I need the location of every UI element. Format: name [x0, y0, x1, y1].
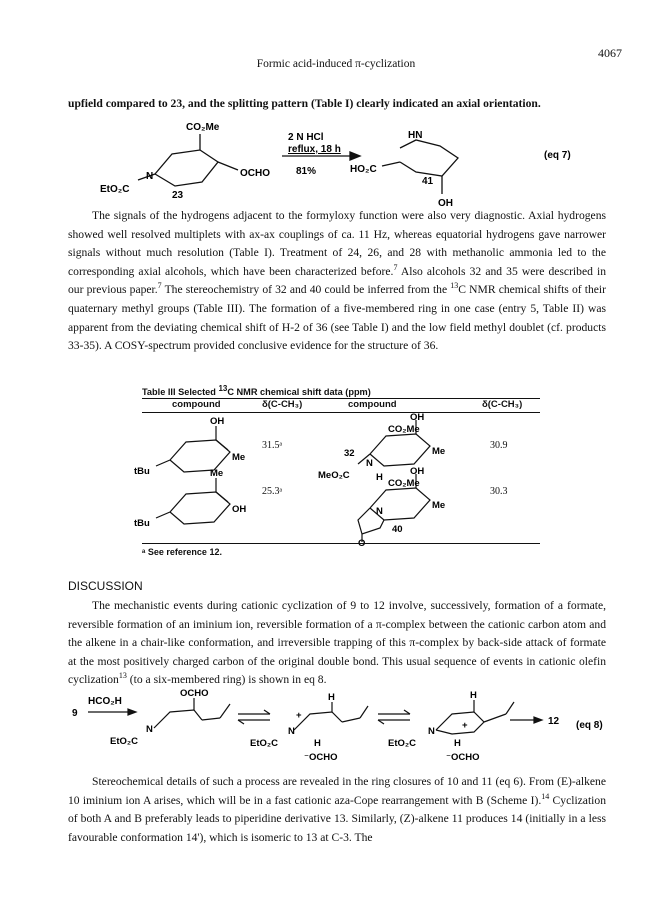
- table-3-value-r2-right: 30.3: [490, 486, 508, 497]
- eq8-formate-1: ⁻OCHO: [304, 752, 338, 763]
- table-3-bottom-rule: [142, 543, 540, 544]
- t3-me-2: Me: [210, 468, 224, 479]
- paragraph-3: Stereochemical details of such a process are revealed in the ring closures of 10 and 11 (eq 6). From (E)-alkene 10 iminium ion A arises, which will be in a fast cationic aza-Cope rearrangement with B (Scheme I).$^{14}$ Cyclization of both A and B preferably leads to piperidine derivative 13. Similarly, (Z)-alkene 11 produces 14 (initially in a less favourable conformation 14'), which is isomeric to 13 at C-3. The: [68, 775, 606, 844]
- eq8-reagent: HCO₂H: [88, 696, 122, 707]
- table-3-title: Table III Selected $^{13}$C NMR chemical shift data (ppm): [142, 383, 371, 397]
- t3-n-2: N: [376, 506, 383, 517]
- table-3-header-compound-1: compound: [172, 399, 221, 410]
- t3-tbu-1: tBu: [134, 466, 150, 477]
- eq8-n-1: N: [146, 724, 153, 735]
- eq8-ocho-1: OCHO: [180, 688, 209, 699]
- t3-compound-32: 32: [344, 448, 355, 459]
- t3-me-4: Me: [432, 500, 446, 511]
- eq7-oh: OH: [438, 198, 453, 208]
- eq7-yield: 81%: [296, 166, 317, 177]
- running-title: Formic acid-induced π-cyclization: [256, 58, 416, 70]
- table-3-value-r1-left: 31.5ᵃ: [262, 440, 283, 451]
- t3-oh-3: OH: [410, 412, 425, 423]
- paragraph-2: The mechanistic events during cationic cyclization of 9 to 12 involve, successively, formation of a formate, reversible formation of an iminium ion, reversible formation of a π-complex between the cationic carbon atom and the alkene in a chair-like conformation, and irreversible trapping of this π-complex by back-side attack of formate at the most positively charged carbon of the original double bond. This usual sequence of events in cationic olefin cyclization$^{13}$ (to a six-membered ring) is shown in eq 8.: [68, 599, 606, 687]
- eq7-hn: HN: [408, 130, 423, 141]
- section-heading: DISCUSSION: [68, 579, 143, 593]
- eq7-co2me: CO₂Me: [186, 122, 220, 133]
- eq8-eto2c-2: EtO₂C: [250, 738, 278, 749]
- eq8-formate-2: ⁻OCHO: [446, 752, 480, 763]
- table-3-footnote: ᵃ See reference 12.: [142, 547, 222, 557]
- t3-o: O: [358, 538, 366, 547]
- eq8-h-3: H: [470, 690, 477, 701]
- eq8-h-4: H: [454, 738, 461, 749]
- eq8-h-2: H: [314, 738, 321, 749]
- t3-co2me-1: CO₂Me: [388, 424, 420, 435]
- eq8-eto2c-3: EtO₂C: [388, 738, 416, 749]
- equation-8-scheme: [70, 688, 610, 768]
- table-3-header-compound-2: compound: [348, 399, 397, 410]
- eq8-n-2: N: [288, 726, 295, 737]
- t3-meo2c: MeO₂C: [318, 470, 350, 481]
- eq7-ho2c: HO₂C: [350, 164, 377, 175]
- table-3-value-r2-left: 25.3ᵃ: [262, 486, 283, 497]
- page-number: 4067: [598, 46, 622, 60]
- eq8-end: 12: [548, 716, 560, 727]
- t3-h: H: [376, 472, 383, 483]
- t3-co2me-2: CO₂Me: [388, 478, 420, 489]
- table-3-structures: [130, 412, 550, 547]
- t3-me-3: Me: [432, 446, 446, 457]
- eq7-reagent-2: reflux, 18 h: [288, 144, 341, 155]
- t3-oh-4: OH: [410, 466, 425, 477]
- eq7-n: N: [146, 171, 154, 182]
- table-3-value-r1-right: 30.9: [490, 440, 508, 451]
- t3-oh-2: OH: [232, 504, 247, 515]
- t3-oh-1: OH: [210, 416, 225, 427]
- eq8-eto2c-1: EtO₂C: [110, 736, 138, 747]
- t3-me-1: Me: [232, 452, 246, 463]
- eq8-plus-2: +: [462, 720, 468, 731]
- eq8-h-1: H: [328, 692, 335, 703]
- intro-line: upfield compared to 23, and the splitting pattern (Table I) clearly indicated an axial orientation.: [68, 97, 541, 110]
- eq8-label: (eq 8): [576, 720, 603, 731]
- eq7-ocho: OCHO: [240, 168, 270, 179]
- eq8-start: 9: [72, 708, 78, 719]
- t3-tbu-2: tBu: [134, 518, 150, 529]
- eq7-eto2c: EtO₂C: [100, 184, 130, 195]
- t3-n-1: N: [366, 458, 373, 469]
- eq7-reagent-1: 2 N HCl: [288, 132, 324, 143]
- t3-compound-40: 40: [392, 524, 403, 535]
- table-3-header-shift-1: δ(C-CH₃): [262, 399, 303, 410]
- eq7-reactant-number: 23: [172, 190, 184, 201]
- paragraph-1: The signals of the hydrogens adjacent to the formyloxy function were also very diagnostic. Axial hydrogens showed well resolved multiplets with ax-ax couplings of ca. 11 Hz, whereas equatorial hydrogens gave narrower signals without much resolution (Table I). Treatment of 24, 26, and 28 with methanolic ammonia led to the corresponding axial alcohols, which have been characterized before.$^7$ Also alcohols 32 and 35 were described in our previous paper.$^7$ The stereochemistry of 32 and 40 could be inferred from the $^{13}$C NMR chemical shifts of their quaternary methyl groups (Table III). The formation of a five-membered ring in one case (entry 5, Table II) was apparent from the deviating chemical shift of H-2 of 36 (see Table I) and the low field methyl doublet (cf. products 33-35). A COSY-spectrum provided conclusive evidence for the structure of 36.: [68, 209, 606, 353]
- eq7-product-number: 41: [422, 176, 434, 187]
- eq8-plus-1: +: [296, 710, 302, 721]
- table-3-header-shift-2: δ(C-CH₃): [482, 399, 523, 410]
- eq8-n-3: N: [428, 726, 435, 737]
- equation-7-scheme: [60, 116, 620, 208]
- eq7-label: (eq 7): [544, 150, 571, 161]
